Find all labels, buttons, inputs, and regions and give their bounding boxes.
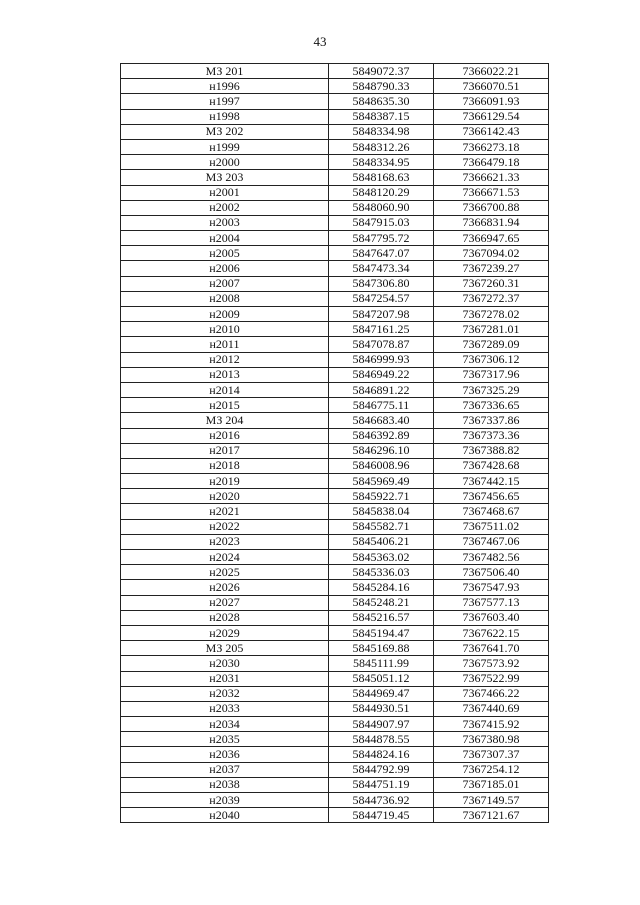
table-row bbox=[121, 443, 549, 458]
y-coordinate-cell: 7367281.01 bbox=[434, 322, 549, 337]
table-row bbox=[121, 534, 549, 549]
x-coordinate-cell: 5845216.57 bbox=[329, 610, 434, 625]
point-id-cell: н2021 bbox=[121, 504, 329, 519]
point-id-cell: н2001 bbox=[121, 185, 329, 200]
page-number: 43 bbox=[313, 34, 327, 49]
x-coordinate-cell: 5848312.26 bbox=[329, 139, 434, 154]
point-id-cell: н2025 bbox=[121, 565, 329, 580]
point-id-cell: н2005 bbox=[121, 246, 329, 261]
table-row bbox=[121, 747, 549, 762]
table-row bbox=[121, 777, 549, 792]
y-coordinate-cell: 7367121.67 bbox=[434, 808, 549, 823]
y-coordinate-cell: 7367239.27 bbox=[434, 261, 549, 276]
point-id-cell: н2029 bbox=[121, 625, 329, 640]
table-row bbox=[121, 94, 549, 109]
table-row bbox=[121, 762, 549, 777]
x-coordinate-cell: 5845194.47 bbox=[329, 625, 434, 640]
y-coordinate-cell: 7367306.12 bbox=[434, 352, 549, 367]
x-coordinate-cell: 5845284.16 bbox=[329, 580, 434, 595]
x-coordinate-cell: 5849072.37 bbox=[329, 64, 434, 79]
x-coordinate-cell: 5846775.11 bbox=[329, 398, 434, 413]
x-coordinate-cell: 5844792.99 bbox=[329, 762, 434, 777]
x-coordinate-cell: 5847795.72 bbox=[329, 231, 434, 246]
y-coordinate-cell: 7367511.02 bbox=[434, 519, 549, 534]
point-id-cell: н2000 bbox=[121, 155, 329, 170]
point-id-cell: н2003 bbox=[121, 215, 329, 230]
x-coordinate-cell: 5848387.15 bbox=[329, 109, 434, 124]
x-coordinate-cell: 5846891.22 bbox=[329, 382, 434, 397]
table-row bbox=[121, 717, 549, 732]
x-coordinate-cell: 5844719.45 bbox=[329, 808, 434, 823]
table-row bbox=[121, 246, 549, 261]
table-row bbox=[121, 109, 549, 124]
point-id-cell: н2023 bbox=[121, 534, 329, 549]
x-coordinate-cell: 5847473.34 bbox=[329, 261, 434, 276]
point-id-cell: н2018 bbox=[121, 458, 329, 473]
x-coordinate-cell: 5848635.30 bbox=[329, 94, 434, 109]
x-coordinate-cell: 5845582.71 bbox=[329, 519, 434, 534]
table-row bbox=[121, 519, 549, 534]
x-coordinate-cell: 5845336.03 bbox=[329, 565, 434, 580]
x-coordinate-cell: 5845406.21 bbox=[329, 534, 434, 549]
point-id-cell: н1999 bbox=[121, 139, 329, 154]
point-id-cell: н2031 bbox=[121, 671, 329, 686]
point-id-cell: н2026 bbox=[121, 580, 329, 595]
table-row bbox=[121, 367, 549, 382]
coordinates-table bbox=[120, 63, 549, 823]
x-coordinate-cell: 5846683.40 bbox=[329, 413, 434, 428]
y-coordinate-cell: 7367428.68 bbox=[434, 458, 549, 473]
y-coordinate-cell: 7366671.53 bbox=[434, 185, 549, 200]
y-coordinate-cell: 7367272.37 bbox=[434, 291, 549, 306]
coordinates-table-body bbox=[121, 64, 549, 823]
x-coordinate-cell: 5844930.51 bbox=[329, 701, 434, 716]
x-coordinate-cell: 5844751.19 bbox=[329, 777, 434, 792]
table-row bbox=[121, 322, 549, 337]
y-coordinate-cell: 7367388.82 bbox=[434, 443, 549, 458]
table-row bbox=[121, 671, 549, 686]
y-coordinate-cell: 7366621.33 bbox=[434, 170, 549, 185]
point-id-cell: н2039 bbox=[121, 793, 329, 808]
table-row bbox=[121, 79, 549, 94]
y-coordinate-cell: 7367577.13 bbox=[434, 595, 549, 610]
point-id-cell: н2002 bbox=[121, 200, 329, 215]
table-row bbox=[121, 276, 549, 291]
y-coordinate-cell: 7366479.18 bbox=[434, 155, 549, 170]
y-coordinate-cell: 7367254.12 bbox=[434, 762, 549, 777]
table-row bbox=[121, 565, 549, 580]
y-coordinate-cell: 7367289.09 bbox=[434, 337, 549, 352]
x-coordinate-cell: 5845111.99 bbox=[329, 656, 434, 671]
table-row bbox=[121, 580, 549, 595]
table-row bbox=[121, 337, 549, 352]
table-row bbox=[121, 291, 549, 306]
x-coordinate-cell: 5847254.57 bbox=[329, 291, 434, 306]
point-id-cell: н2004 bbox=[121, 231, 329, 246]
x-coordinate-cell: 5848168.63 bbox=[329, 170, 434, 185]
y-coordinate-cell: 7367278.02 bbox=[434, 307, 549, 322]
y-coordinate-cell: 7366947.65 bbox=[434, 231, 549, 246]
x-coordinate-cell: 5846008.96 bbox=[329, 458, 434, 473]
y-coordinate-cell: 7367522.99 bbox=[434, 671, 549, 686]
point-id-cell: МЗ 204 bbox=[121, 413, 329, 428]
point-id-cell: н2009 bbox=[121, 307, 329, 322]
y-coordinate-cell: 7367442.15 bbox=[434, 474, 549, 489]
point-id-cell: н2011 bbox=[121, 337, 329, 352]
point-id-cell: н2007 bbox=[121, 276, 329, 291]
y-coordinate-cell: 7367415.92 bbox=[434, 717, 549, 732]
point-id-cell: н2032 bbox=[121, 686, 329, 701]
x-coordinate-cell: 5847306.80 bbox=[329, 276, 434, 291]
y-coordinate-cell: 7367506.40 bbox=[434, 565, 549, 580]
table-row bbox=[121, 489, 549, 504]
point-id-cell: н2013 bbox=[121, 367, 329, 382]
table-row bbox=[121, 625, 549, 640]
x-coordinate-cell: 5848790.33 bbox=[329, 79, 434, 94]
table-row bbox=[121, 200, 549, 215]
y-coordinate-cell: 7367641.70 bbox=[434, 641, 549, 656]
y-coordinate-cell: 7367603.40 bbox=[434, 610, 549, 625]
y-coordinate-cell: 7367622.15 bbox=[434, 625, 549, 640]
x-coordinate-cell: 5848334.95 bbox=[329, 155, 434, 170]
point-id-cell: н2027 bbox=[121, 595, 329, 610]
y-coordinate-cell: 7367456.65 bbox=[434, 489, 549, 504]
table-row bbox=[121, 701, 549, 716]
table-row bbox=[121, 732, 549, 747]
point-id-cell: МЗ 205 bbox=[121, 641, 329, 656]
point-id-cell: н2019 bbox=[121, 474, 329, 489]
y-coordinate-cell: 7367468.67 bbox=[434, 504, 549, 519]
x-coordinate-cell: 5845838.04 bbox=[329, 504, 434, 519]
table-row bbox=[121, 428, 549, 443]
x-coordinate-cell: 5845051.12 bbox=[329, 671, 434, 686]
table-row bbox=[121, 352, 549, 367]
table-row bbox=[121, 458, 549, 473]
y-coordinate-cell: 7367573.92 bbox=[434, 656, 549, 671]
table-row bbox=[121, 398, 549, 413]
point-id-cell: н1996 bbox=[121, 79, 329, 94]
table-row bbox=[121, 185, 549, 200]
table-row bbox=[121, 504, 549, 519]
y-coordinate-cell: 7366700.88 bbox=[434, 200, 549, 215]
table-row bbox=[121, 64, 549, 79]
y-coordinate-cell: 7367337.86 bbox=[434, 413, 549, 428]
y-coordinate-cell: 7366129.54 bbox=[434, 109, 549, 124]
x-coordinate-cell: 5844907.97 bbox=[329, 717, 434, 732]
table-row bbox=[121, 231, 549, 246]
y-coordinate-cell: 7367467.06 bbox=[434, 534, 549, 549]
y-coordinate-cell: 7366022.21 bbox=[434, 64, 549, 79]
y-coordinate-cell: 7367325.29 bbox=[434, 382, 549, 397]
y-coordinate-cell: 7367336.65 bbox=[434, 398, 549, 413]
y-coordinate-cell: 7367094.02 bbox=[434, 246, 549, 261]
point-id-cell: н2020 bbox=[121, 489, 329, 504]
x-coordinate-cell: 5847915.03 bbox=[329, 215, 434, 230]
x-coordinate-cell: 5847161.25 bbox=[329, 322, 434, 337]
table-row bbox=[121, 124, 549, 139]
table-row bbox=[121, 610, 549, 625]
x-coordinate-cell: 5847207.98 bbox=[329, 307, 434, 322]
table-row bbox=[121, 139, 549, 154]
table-row bbox=[121, 595, 549, 610]
point-id-cell: н2028 bbox=[121, 610, 329, 625]
x-coordinate-cell: 5848120.29 bbox=[329, 185, 434, 200]
y-coordinate-cell: 7366142.43 bbox=[434, 124, 549, 139]
y-coordinate-cell: 7367482.56 bbox=[434, 550, 549, 565]
table-row bbox=[121, 656, 549, 671]
x-coordinate-cell: 5846999.93 bbox=[329, 352, 434, 367]
x-coordinate-cell: 5847647.07 bbox=[329, 246, 434, 261]
x-coordinate-cell: 5845922.71 bbox=[329, 489, 434, 504]
y-coordinate-cell: 7366831.94 bbox=[434, 215, 549, 230]
y-coordinate-cell: 7367440.69 bbox=[434, 701, 549, 716]
point-id-cell: н2036 bbox=[121, 747, 329, 762]
x-coordinate-cell: 5844878.55 bbox=[329, 732, 434, 747]
x-coordinate-cell: 5847078.87 bbox=[329, 337, 434, 352]
table-row bbox=[121, 808, 549, 823]
point-id-cell: н2034 bbox=[121, 717, 329, 732]
y-coordinate-cell: 7367380.98 bbox=[434, 732, 549, 747]
y-coordinate-cell: 7367307.37 bbox=[434, 747, 549, 762]
point-id-cell: н2010 bbox=[121, 322, 329, 337]
x-coordinate-cell: 5844736.92 bbox=[329, 793, 434, 808]
point-id-cell: н2033 bbox=[121, 701, 329, 716]
table-row bbox=[121, 550, 549, 565]
table-row bbox=[121, 307, 549, 322]
x-coordinate-cell: 5845363.02 bbox=[329, 550, 434, 565]
y-coordinate-cell: 7367373.36 bbox=[434, 428, 549, 443]
table-row bbox=[121, 382, 549, 397]
x-coordinate-cell: 5846296.10 bbox=[329, 443, 434, 458]
table-row bbox=[121, 793, 549, 808]
y-coordinate-cell: 7366273.18 bbox=[434, 139, 549, 154]
point-id-cell: МЗ 201 bbox=[121, 64, 329, 79]
table-row bbox=[121, 686, 549, 701]
table-row bbox=[121, 474, 549, 489]
y-coordinate-cell: 7366091.93 bbox=[434, 94, 549, 109]
point-id-cell: МЗ 203 bbox=[121, 170, 329, 185]
x-coordinate-cell: 5845248.21 bbox=[329, 595, 434, 610]
table-row bbox=[121, 170, 549, 185]
x-coordinate-cell: 5848060.90 bbox=[329, 200, 434, 215]
point-id-cell: н2015 bbox=[121, 398, 329, 413]
point-id-cell: н2016 bbox=[121, 428, 329, 443]
y-coordinate-cell: 7367317.96 bbox=[434, 367, 549, 382]
point-id-cell: н2037 bbox=[121, 762, 329, 777]
y-coordinate-cell: 7367185.01 bbox=[434, 777, 549, 792]
point-id-cell: н2014 bbox=[121, 382, 329, 397]
point-id-cell: н2035 bbox=[121, 732, 329, 747]
x-coordinate-cell: 5844969.47 bbox=[329, 686, 434, 701]
x-coordinate-cell: 5846949.22 bbox=[329, 367, 434, 382]
point-id-cell: н2024 bbox=[121, 550, 329, 565]
x-coordinate-cell: 5844824.16 bbox=[329, 747, 434, 762]
y-coordinate-cell: 7367547.93 bbox=[434, 580, 549, 595]
x-coordinate-cell: 5845169.88 bbox=[329, 641, 434, 656]
table-row bbox=[121, 215, 549, 230]
point-id-cell: н2012 bbox=[121, 352, 329, 367]
y-coordinate-cell: 7367466.22 bbox=[434, 686, 549, 701]
point-id-cell: н2006 bbox=[121, 261, 329, 276]
x-coordinate-cell: 5846392.89 bbox=[329, 428, 434, 443]
point-id-cell: н2022 bbox=[121, 519, 329, 534]
point-id-cell: н1998 bbox=[121, 109, 329, 124]
point-id-cell: н2040 bbox=[121, 808, 329, 823]
y-coordinate-cell: 7367260.31 bbox=[434, 276, 549, 291]
table-row bbox=[121, 413, 549, 428]
point-id-cell: н1997 bbox=[121, 94, 329, 109]
point-id-cell: н2038 bbox=[121, 777, 329, 792]
table-row bbox=[121, 261, 549, 276]
point-id-cell: н2030 bbox=[121, 656, 329, 671]
table-row bbox=[121, 155, 549, 170]
y-coordinate-cell: 7367149.57 bbox=[434, 793, 549, 808]
point-id-cell: н2008 bbox=[121, 291, 329, 306]
y-coordinate-cell: 7366070.51 bbox=[434, 79, 549, 94]
point-id-cell: н2017 bbox=[121, 443, 329, 458]
table-row bbox=[121, 641, 549, 656]
x-coordinate-cell: 5845969.49 bbox=[329, 474, 434, 489]
x-coordinate-cell: 5848334.98 bbox=[329, 124, 434, 139]
point-id-cell: МЗ 202 bbox=[121, 124, 329, 139]
